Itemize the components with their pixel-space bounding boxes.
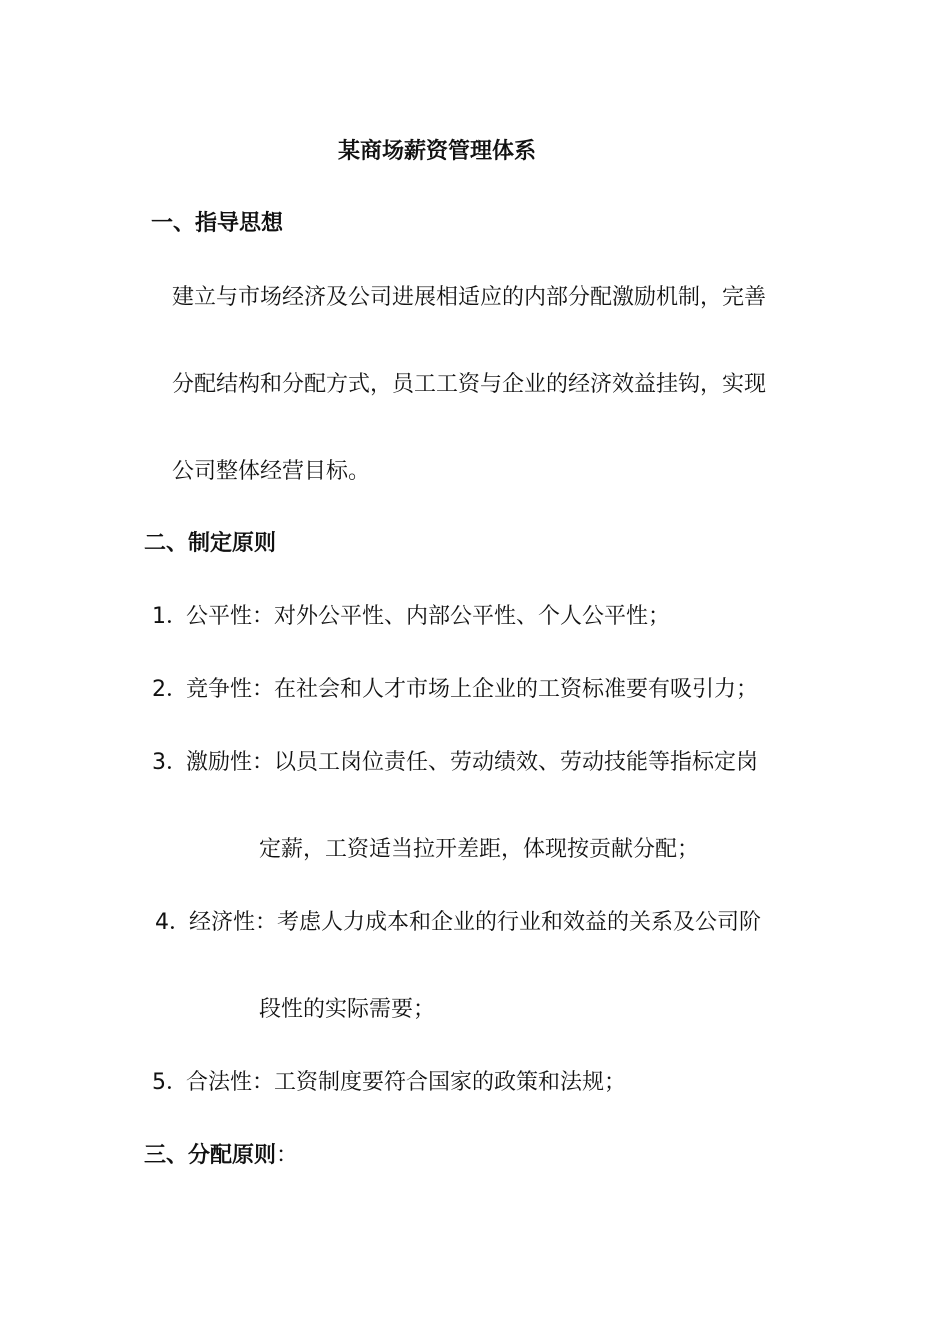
- list-item: [152, 1068, 626, 1098]
- list-item-number: 5．: [152, 1070, 188, 1095]
- paragraph-line: 分配结构和分配方式，员工工资与企业的经济效益挂钩，实现: [172, 372, 767, 397]
- list-item-text: 公平性：对外公平性、内部公平性、个人公平性；: [186, 604, 671, 629]
- list-item: [152, 748, 758, 778]
- paragraph-line: 建立与市场经济及公司进展相适应的内部分配激励机制，完善: [172, 285, 767, 310]
- list-item-text: 激励性：以员工岗位责任、劳动绩效、劳动技能等指标定岗: [186, 750, 759, 775]
- list-item-number: 2．: [152, 677, 188, 702]
- paragraph-line: 公司整体经营目标。: [172, 459, 371, 484]
- list-item-number: 3．: [152, 750, 188, 775]
- list-item-text: 合法性：工资制度要符合国家的政策和法规；: [186, 1070, 627, 1095]
- section-heading-text: 三、分配原则: [144, 1143, 277, 1168]
- section-heading-guiding-ideology: 一、指导思想: [151, 211, 284, 236]
- list-item-text: 竞争性：在社会和人才市场上企业的工资标准要有吸引力；: [186, 677, 759, 702]
- section-heading-distribution: [144, 1141, 298, 1171]
- section-heading-colon: ：: [276, 1143, 299, 1168]
- section-heading-principles: 二、制定原则: [144, 531, 277, 556]
- list-item-number: 4．: [155, 910, 191, 935]
- list-item: [152, 602, 670, 632]
- document-title: 某商场薪资管理体系: [338, 139, 537, 164]
- list-item-number: 1．: [152, 604, 188, 629]
- list-item: [155, 908, 761, 938]
- list-item-continuation: 段性的实际需要；: [259, 997, 436, 1022]
- list-item-continuation: 定薪，工资适当拉开差距，体现按贡献分配；: [259, 837, 700, 862]
- list-item-text: 经济性：考虑人力成本和企业的行业和效益的关系及公司阶: [189, 910, 762, 935]
- list-item: [152, 675, 758, 705]
